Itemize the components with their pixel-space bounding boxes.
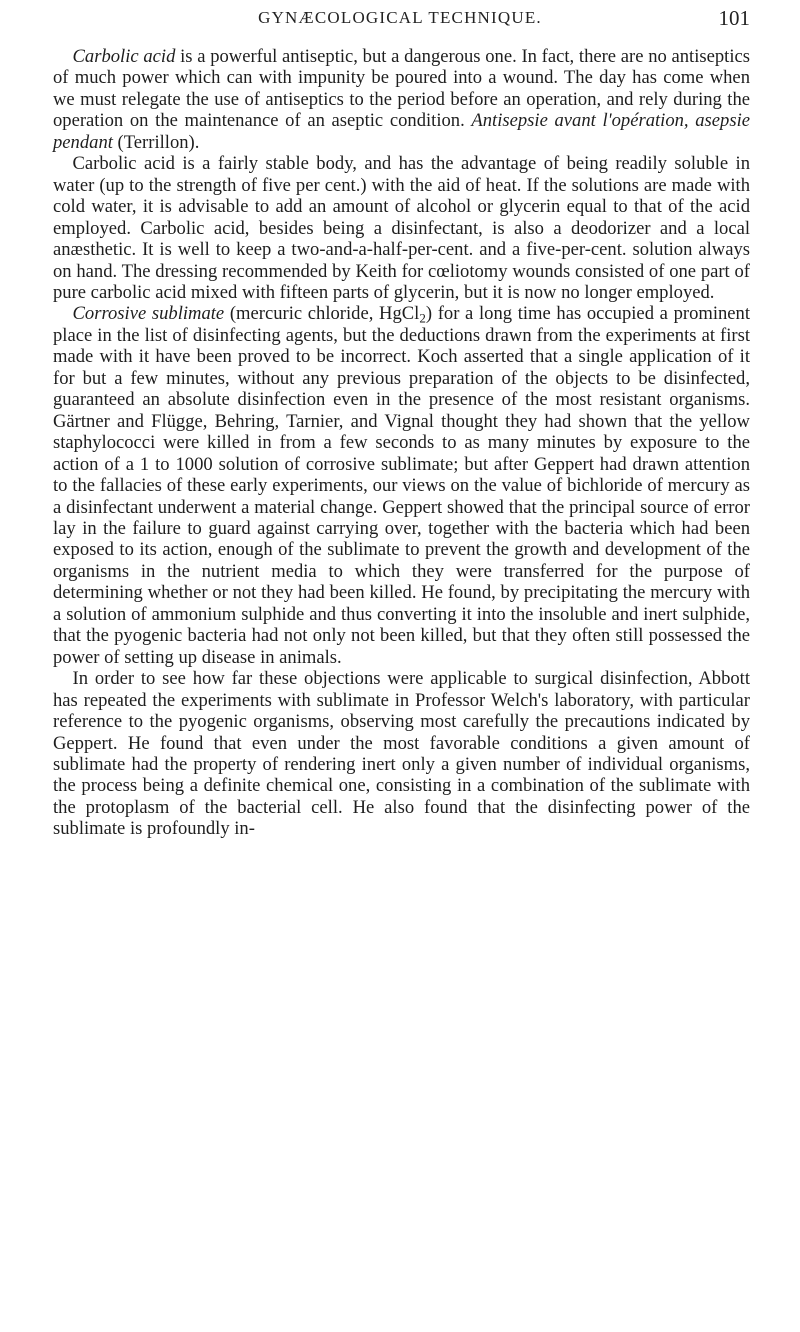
french-quote: Antisepsie avant l'opération, asepsie pendant [53,110,750,153]
running-head [0,6,800,36]
term-corrosive-sublimate: Corrosive sublimate [72,303,225,325]
paragraph-text: (Terrillon). [112,131,200,153]
running-title: GYNÆCOLOGICAL TECHNIQUE. [258,8,542,27]
paragraph-text: Carbolic acid is a fairly stable body, and has the advantage of being readily soluble in water (up to the strength of five per cent.) with the aid of heat. If the solutions are made with cold water, it is advisable to add an amount of alcohol or glycerin equal to that of the acid employed. Carbolic acid, besides being a disinfectant, is also a deodorizer and a local anæsthetic. It is well to keep a two-and-a-half-per-cent. and a five-per-cent. solution always on hand. The dressing recommended by Keith for cœliotomy wounds consisted of one part of pure carbolic acid mixed with fifteen parts of glycerin, but it is now no longer employed. [53,153,750,303]
formula-subscript: 2 [419,310,426,326]
paragraph-text: is a powerful antiseptic, but a dangerous one. In fact, there are no antiseptics of much power which can with impunity be poured into a wound. The day has come when we must relegate the use of antiseptics to the period before an operation, and rely during the operation on the maintenance of an aseptic condition. [53,46,751,132]
paragraph-carbolic-acid [53,46,750,153]
paragraph-corrosive-sublimate [53,303,750,668]
paragraph-text: ) for a long time has occupied a prominent place in the list of disinfecting agents, but the deductions drawn from the experiments at first made with it have been proved to be incorrect. Koch asserted that a single application of it for but a few minutes, without any previous preparation of the objects to be disinfected, guaranteed an absolute disinfection even in the presence of the most resistant organisms. Gärtner and Flügge, Behring, Tarnier, and Vignal thought they had shown that the yellow staphylococci were killed in from a few seconds to as many minutes by exposure to the action of a 1 to 1000 solution of corrosive sublimate; but after Geppert had drawn attention to the fallacies of these early experiments, our views on the value of bichloride of mercury as a disinfectant underwent a material change. Geppert showed that the principal source of error lay in the failure to guard against carrying over, together with the bacteria which had been exposed to its action, enough of the sublimate to prevent the growth and development of the organisms in the nutrient media to which they were transferred for the purpose of determining whether or not they had been killed. He found, by precipitating the mercury with a solution of ammonium sulphide and thus converting it into the insoluble and inert sulphide, that the pyogenic bacteria had not only not been killed, but that they often still possessed the power of setting up disease in animals. [53,303,751,668]
page-number: 101 [718,6,750,30]
paragraph-carbolic-properties [53,153,750,303]
paragraph-text: (mercuric chloride, HgCl [224,303,420,325]
body-text [53,46,750,840]
paragraph-abbott-experiments [53,668,750,840]
term-carbolic-acid: Carbolic acid [72,46,176,67]
paragraph-text: In order to see how far these objections were applicable to surgical disinfection, Abbott has repeated the experiments with sublimate in Professor Welch's laboratory, with particular reference to the pyogenic organisms, observing most carefully the precautions indicated by Geppert. He found that even under the most favorable conditions a given amount of sublimate had the property of rendering inert only a given number of individual organisms, the process being a definite chemical one, consisting in a combination of the sublimate with the protoplasm of the bacterial cell. He also found that the disinfecting power of the sublimate is profoundly in- [53,668,750,840]
